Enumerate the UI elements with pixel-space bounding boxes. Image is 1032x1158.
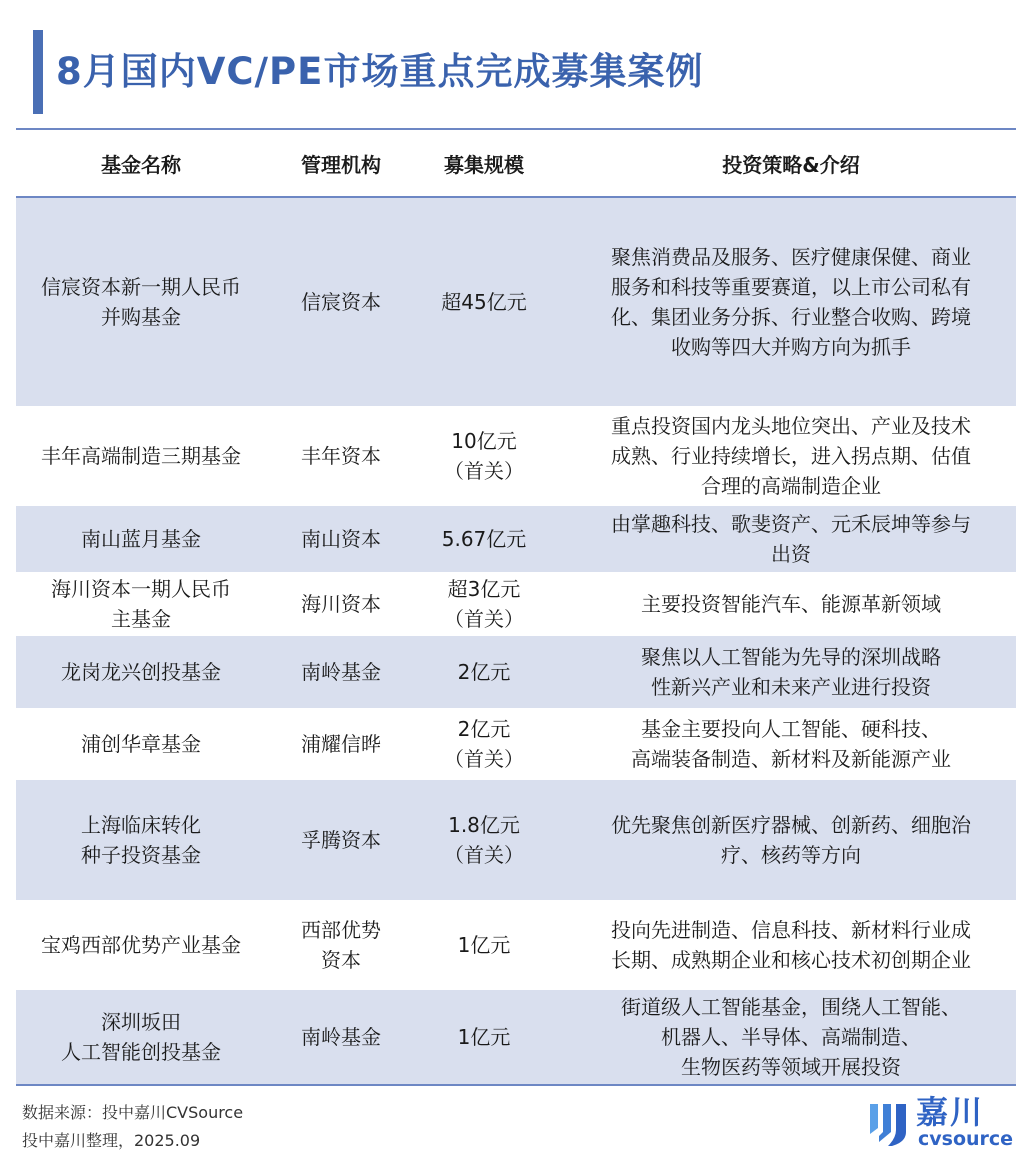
strategy-cell: 投向先进制造、信息科技、新材料行业成 长期、成熟期企业和核心技术初创期企业	[611, 918, 971, 972]
fund-name-cell: 丰年高端制造三期基金	[41, 444, 241, 468]
table-row	[16, 900, 1016, 990]
fund-name-cell: 信宸资本新一期人民币 并购基金	[41, 275, 241, 329]
fund-name-cell: 宝鸡西部优势产业基金	[41, 933, 241, 957]
manager-cell: 孚腾资本	[301, 828, 381, 852]
manager-cell: 南岭基金	[301, 660, 381, 684]
table-row	[16, 406, 1016, 506]
size-cell: 5.67亿元	[441, 527, 527, 551]
size-cell: 1亿元	[457, 933, 511, 957]
compiled-by-note: 投中嘉川整理，2025.09	[22, 1131, 201, 1150]
table-row	[16, 636, 1016, 708]
page-title: 8月国内VC/PE市场重点完成募集案例	[56, 50, 704, 93]
table-header	[16, 130, 1016, 198]
size-cell: 1亿元	[457, 1025, 511, 1049]
strategy-cell: 重点投资国内龙头地位突出、产业及技术 成熟、行业持续增长，进入拐点期、估值 合理的高端制造企业	[611, 414, 971, 498]
strategy-cell: 街道级人工智能基金，围绕人工智能、 机器人、半导体、高端制造、 生物医药等领域开展投资	[621, 995, 961, 1079]
strategy-cell: 基金主要投向人工智能、硬科技、 高端装备制造、新材料及新能源产业	[631, 717, 951, 771]
strategy-cell: 优先聚焦创新医疗器械、创新药、细胞治 疗、核药等方向	[611, 813, 971, 867]
table-row	[16, 198, 1016, 406]
manager-cell: 丰年资本	[301, 444, 381, 468]
fund-name-cell: 南山蓝月基金	[81, 527, 201, 551]
logo-english-text: cvsource	[918, 1128, 1014, 1150]
header-fund-name: 基金名称	[101, 152, 181, 177]
header-strategy: 投资策略&介绍	[722, 152, 860, 177]
logo-mark-icon	[866, 1098, 912, 1148]
logo-chinese-text: 嘉川	[916, 1093, 985, 1131]
table-row	[16, 506, 1016, 572]
size-cell: 1.8亿元 （首关）	[444, 813, 524, 867]
size-cell: 10亿元 （首关）	[444, 429, 524, 483]
manager-cell: 南山资本	[301, 527, 381, 551]
fund-name-cell: 浦创华章基金	[81, 732, 201, 756]
fund-name-cell: 龙岗龙兴创投基金	[61, 660, 221, 684]
manager-cell: 西部优势 资本	[301, 918, 381, 972]
strategy-cell: 聚焦以人工智能为先导的深圳战略 性新兴产业和未来产业进行投资	[641, 645, 941, 699]
strategy-cell: 主要投资智能汽车、能源革新领域	[641, 592, 941, 616]
table-row	[16, 780, 1016, 900]
strategy-cell: 由掌趣科技、歌斐资产、元禾辰坤等参与 出资	[611, 512, 971, 566]
table-row	[16, 708, 1016, 780]
size-cell: 超45亿元	[441, 290, 527, 314]
title-accent-bar	[33, 30, 43, 114]
header-manager: 管理机构	[301, 152, 381, 177]
manager-cell: 浦耀信晔	[301, 732, 381, 756]
cvsource-logo	[866, 1094, 1016, 1152]
size-cell: 2亿元 （首关）	[444, 717, 524, 771]
strategy-cell: 聚焦消费品及服务、医疗健康保健、商业 服务和科技等重要赛道，以上市公司私有 化、集团业务分拆、行业整合收购、跨境 收购等四大并购方向为抓手	[611, 245, 971, 359]
manager-cell: 信宸资本	[301, 290, 381, 314]
manager-cell: 海川资本	[301, 592, 381, 616]
fund-name-cell: 海川资本一期人民币 主基金	[51, 577, 231, 631]
fund-table	[16, 128, 1016, 1086]
table-row	[16, 990, 1016, 1084]
size-cell: 2亿元	[457, 660, 511, 684]
table-bottom-rule	[16, 1084, 1016, 1086]
fund-name-cell: 上海临床转化 种子投资基金	[81, 813, 201, 867]
data-source-note: 数据来源：投中嘉川CVSource	[22, 1103, 244, 1122]
fund-name-cell: 深圳坂田 人工智能创投基金	[61, 1010, 221, 1064]
manager-cell: 南岭基金	[301, 1025, 381, 1049]
table-row	[16, 572, 1016, 636]
header-size: 募集规模	[444, 152, 524, 177]
size-cell: 超3亿元 （首关）	[444, 577, 524, 631]
